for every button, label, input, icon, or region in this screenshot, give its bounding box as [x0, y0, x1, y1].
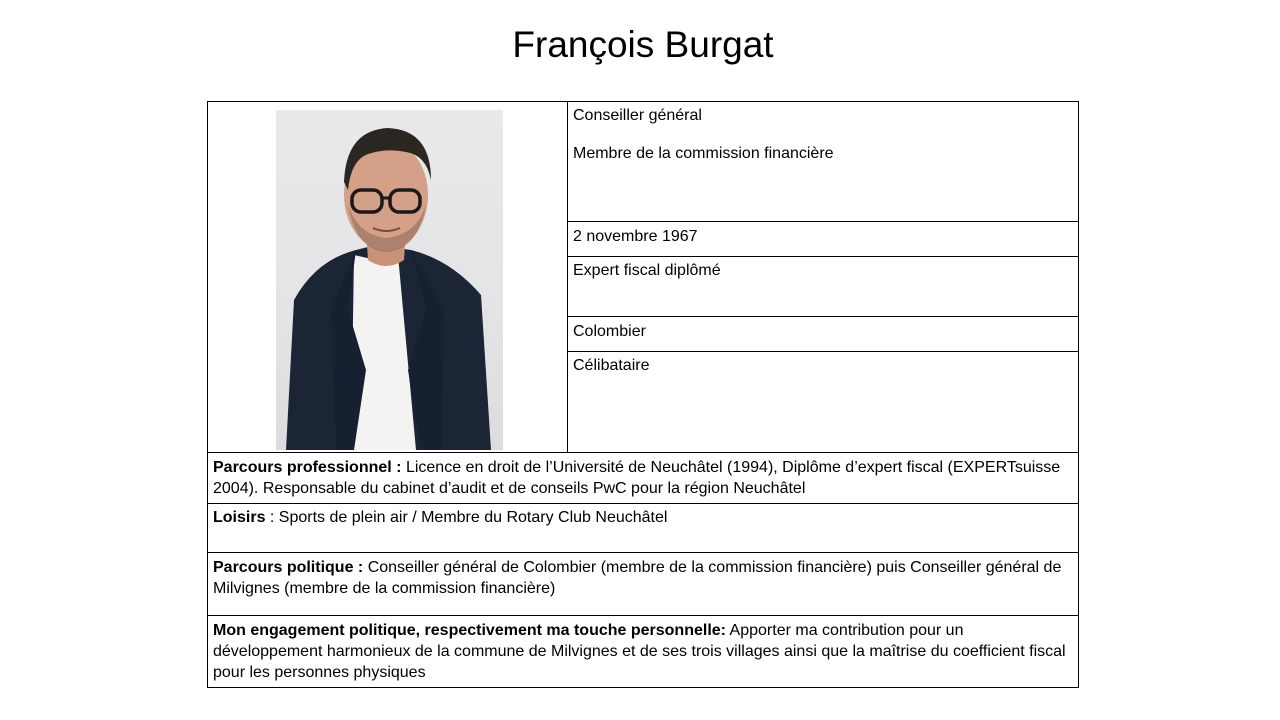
- section-label: Mon engagement politique, respectivement ma touche personnelle:: [213, 622, 726, 639]
- section-text: Licence en droit de l’Université de Neuchâtel (1994), Diplôme d’expert fiscal (EXPERTsuisse 2004). Responsable du cabinet d’audit et de conseils PwC pour la région Neuchâtel: [213, 459, 1061, 497]
- page-title: François Burgat: [512, 24, 774, 65]
- section-label: Loisirs: [213, 509, 266, 526]
- table-border-left: [207, 101, 208, 688]
- table-divider-vertical: [567, 101, 568, 453]
- portrait-photo: [276, 110, 503, 450]
- section-engagement: [213, 620, 1073, 683]
- table-border-top: [207, 101, 1079, 102]
- info-commission: Membre de la commission financière: [573, 145, 834, 162]
- info-role: Conseiller général: [573, 107, 702, 124]
- table-divider: [207, 552, 1079, 553]
- table-divider: [567, 316, 1079, 317]
- table-divider: [207, 503, 1079, 504]
- section-text: Apporter ma contribution pour un développement harmonieux de la commune de Milvignes et de ses trois villages ainsi que la maîtrise du coefficient fiscal pour les personnes physiques: [213, 622, 1066, 681]
- info-location: Colombier: [573, 323, 646, 340]
- section-loisirs: [213, 507, 1073, 528]
- portrait-illustration: [276, 110, 503, 450]
- info-status: Célibataire: [573, 357, 650, 374]
- section-text: : Sports de plein air / Membre du Rotary Club Neuchâtel: [265, 509, 668, 526]
- table-divider: [207, 452, 1079, 453]
- section-parcours-professionnel: [213, 457, 1073, 499]
- table-border-right: [1078, 101, 1079, 688]
- section-label: Parcours politique :: [213, 559, 364, 576]
- info-birthdate: 2 novembre 1967: [573, 228, 698, 245]
- info-profession: Expert fiscal diplômé: [573, 262, 721, 279]
- section-parcours-politique: [213, 557, 1073, 599]
- section-text: Conseiller général de Colombier (membre de la commission financière) puis Conseiller général de Milvignes (membre de la commission financière): [213, 559, 1062, 597]
- table-divider: [567, 351, 1079, 352]
- table-divider: [567, 256, 1079, 257]
- table-border-bottom: [207, 687, 1079, 688]
- section-label: Parcours professionnel :: [213, 459, 402, 476]
- table-divider: [567, 221, 1079, 222]
- table-divider: [207, 615, 1079, 616]
